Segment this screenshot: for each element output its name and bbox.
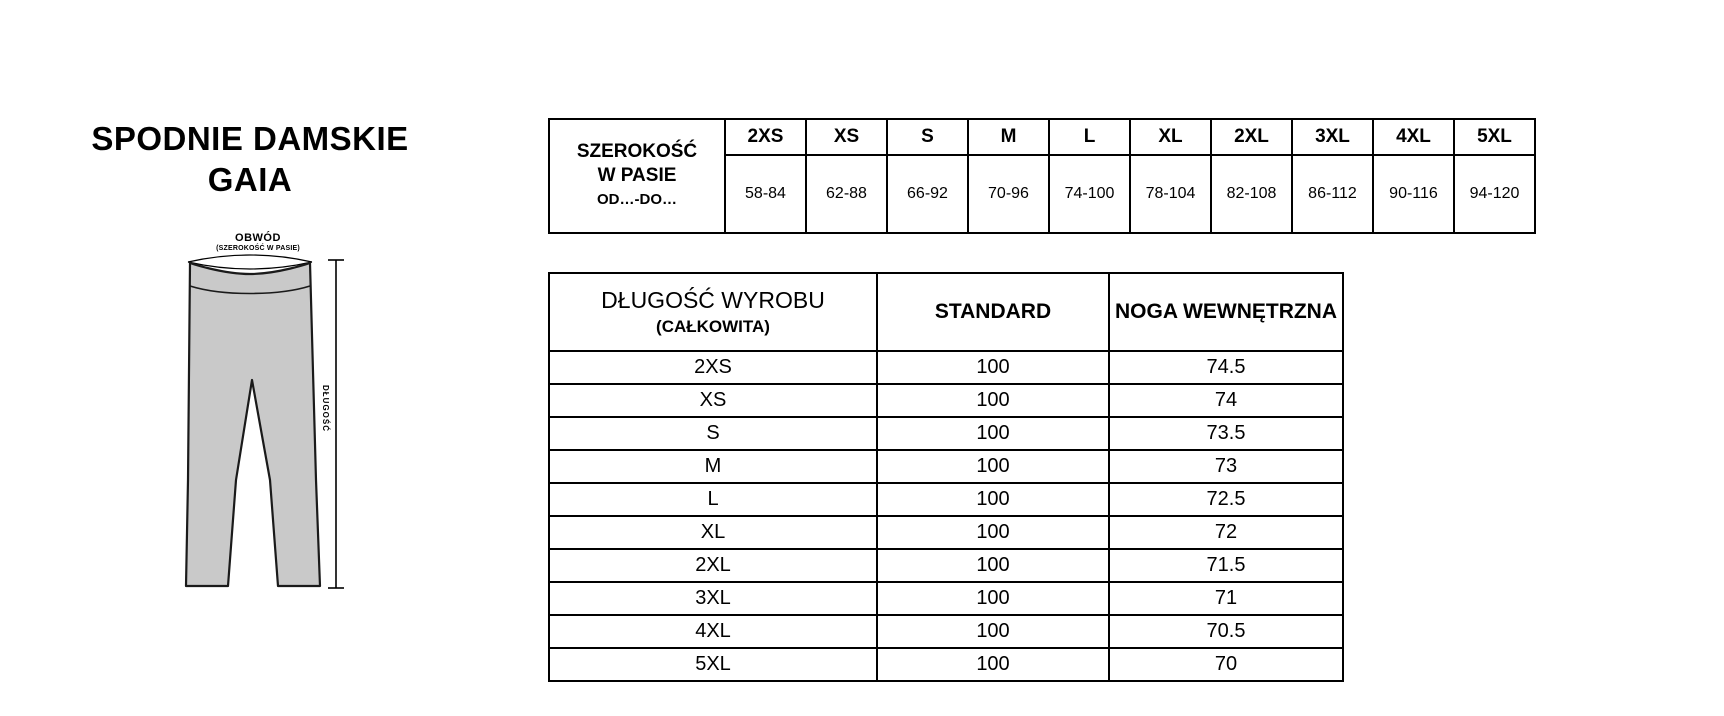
row-standard: 100 (877, 582, 1109, 615)
column-header-inner-leg: NOGA WEWNĘTRZNA (1109, 273, 1343, 351)
waist-value-cell: 82-108 (1211, 155, 1292, 233)
waist-label-second: W PASIE (597, 164, 677, 186)
garment-length-table (548, 272, 1344, 682)
table-row (549, 417, 1343, 450)
waist-measure-label-text: OBWÓD (235, 232, 281, 244)
row-standard: 100 (877, 483, 1109, 516)
table-header-row (549, 273, 1343, 351)
table-row (549, 516, 1343, 549)
size-header-cell: 3XL (1292, 119, 1373, 155)
row-inner-leg: 73 (1109, 450, 1343, 483)
row-inner-leg: 71 (1109, 582, 1343, 615)
product-title-line-2: GAIA (207, 161, 293, 199)
size-header-cell: S (887, 119, 968, 155)
table-row (549, 582, 1343, 615)
row-size: XS (549, 384, 877, 417)
row-size: 3XL (549, 582, 877, 615)
waist-width-table (548, 118, 1536, 234)
size-header-cell: XL (1130, 119, 1211, 155)
size-header-cell: M (968, 119, 1049, 155)
table-row (549, 450, 1343, 483)
row-size: 2XS (549, 351, 877, 384)
table-row (549, 384, 1343, 417)
row-inner-leg: 71.5 (1109, 549, 1343, 582)
product-title-line-1: SPODNIE DAMSKIE (91, 120, 409, 157)
table-row-sizes (549, 119, 1535, 155)
size-header-cell: 2XS (725, 119, 806, 155)
row-standard: 100 (877, 351, 1109, 384)
row-inner-leg: 70.5 (1109, 615, 1343, 648)
table-row (549, 615, 1343, 648)
waist-value-cell: 70-96 (968, 155, 1049, 233)
row-standard: 100 (877, 549, 1109, 582)
table-row (549, 648, 1343, 681)
row-inner-leg: 73.5 (1109, 417, 1343, 450)
waist-value-cell: 86-112 (1292, 155, 1373, 233)
row-standard: 100 (877, 450, 1109, 483)
product-illustration-panel (0, 0, 500, 716)
row-size: S (549, 417, 877, 450)
row-size: XL (549, 516, 877, 549)
row-standard: 100 (877, 615, 1109, 648)
length-label-small: (CAŁKOWITA) (656, 316, 770, 336)
length-label-main: DŁUGOŚĆ WYROBU (601, 287, 825, 313)
waist-value-cell: 58-84 (725, 155, 806, 233)
row-size: 4XL (549, 615, 877, 648)
waist-value-cell: 90-116 (1373, 155, 1454, 233)
waist-measure-sublabel-text: (SZEROKOŚĆ W PASIE) (216, 245, 300, 252)
pants-diagram-icon (170, 230, 390, 620)
row-standard: 100 (877, 384, 1109, 417)
length-table-label-cell (549, 273, 877, 351)
row-inner-leg: 74 (1109, 384, 1343, 417)
size-header-cell: 5XL (1454, 119, 1535, 155)
row-standard: 100 (877, 516, 1109, 549)
size-header-cell: L (1049, 119, 1130, 155)
table-row (549, 351, 1343, 384)
row-size: 2XL (549, 549, 877, 582)
row-inner-leg: 72.5 (1109, 483, 1343, 516)
waist-value-cell: 62-88 (806, 155, 887, 233)
page-title (0, 118, 500, 201)
row-standard: 100 (877, 417, 1109, 450)
row-inner-leg: 72 (1109, 516, 1343, 549)
size-header-cell: XS (806, 119, 887, 155)
row-inner-leg: 70 (1109, 648, 1343, 681)
table-row (549, 549, 1343, 582)
waist-value-cell: 74-100 (1049, 155, 1130, 233)
row-size: L (549, 483, 877, 516)
waist-label-main: SZEROKOŚĆ (576, 140, 698, 162)
row-size: 5XL (549, 648, 877, 681)
length-measure-label: DŁUGOŚĆ (321, 385, 330, 432)
row-inner-leg: 74.5 (1109, 351, 1343, 384)
column-header-standard: STANDARD (877, 273, 1109, 351)
waist-value-cell: 78-104 (1130, 155, 1211, 233)
size-header-cell: 2XL (1211, 119, 1292, 155)
waist-label-small: OD…-DO… (597, 191, 677, 209)
row-size: M (549, 450, 877, 483)
waist-value-cell: 94-120 (1454, 155, 1535, 233)
row-standard: 100 (877, 648, 1109, 681)
waist-table-label-cell (549, 119, 725, 233)
waist-value-cell: 66-92 (887, 155, 968, 233)
size-header-cell: 4XL (1373, 119, 1454, 155)
table-row (549, 483, 1343, 516)
